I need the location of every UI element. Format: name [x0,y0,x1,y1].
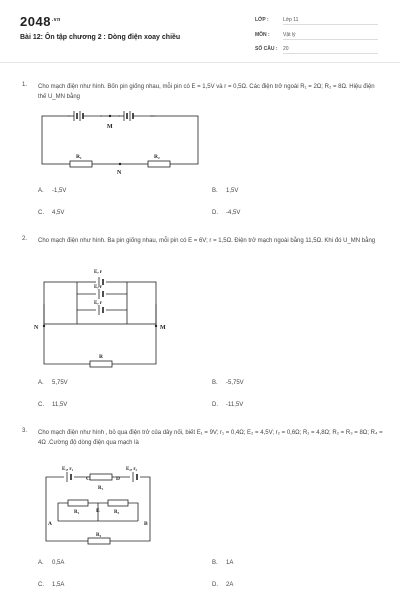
option-letter: C. [38,210,44,216]
q2-node-n [43,325,45,327]
q3-resistor-r4 [88,538,110,544]
q2-label-n: N [34,325,39,331]
count-value: 20 [283,46,378,54]
option-value: 0,5A [52,560,65,566]
q3-battery-e2 [130,472,140,482]
q1-node-m [109,115,111,117]
option-value: -1,5V [52,188,67,194]
question-1-circuit [30,108,210,178]
q2-option-d[interactable] [212,402,243,408]
option-value: -4,5V [226,210,241,216]
q3-resistor-r3 [108,500,128,506]
q3-label-e2: E₂, r₂ [126,467,138,472]
q1-outer-wire [42,116,198,164]
q1-label-r1: R₁ [76,154,82,160]
q3-resistor-r2 [68,500,88,506]
q3-label-b: B [144,521,148,527]
subject-value: Vật lý [283,32,378,40]
q1-node-n [119,163,121,165]
option-letter: B. [212,188,218,194]
option-letter: D. [212,402,218,408]
option-letter: A. [38,560,44,566]
q1-resistor-r1 [70,161,92,167]
option-value: 11,5V [52,402,68,408]
q3-label-r4: R₄ [96,533,102,538]
q3-label-r2: R₂ [74,510,80,515]
q2-cell-3 [96,305,106,315]
option-value: 4,5V [52,210,65,216]
question-2-text: Cho mạch điện như hình. Ba pin giống nhau, mỗi pin có E = 6V; r = 1,5Ω. Điện trở mạch ngoài bằng 11,5Ω. Khi đó U_MN bằng [38,238,376,244]
option-value: 5,75V [52,380,68,386]
q1-battery-group-left [68,111,102,121]
q1-option-a[interactable] [38,188,66,194]
q2-label-e2: E, r [94,285,103,290]
q3-resistor-r1 [90,474,112,480]
question-3-circuit [38,463,168,549]
page-title: Bài 12: Ôn tập chương 2 : Dòng điện xoay chiều [20,34,181,41]
subject-label: MÔN : [255,32,270,38]
option-value: 2A [226,582,234,588]
option-letter: C. [38,402,44,408]
option-letter: D. [212,582,218,588]
q1-option-d[interactable] [212,210,240,216]
q2-option-b[interactable] [212,380,244,386]
option-value: -11,5V [226,402,244,408]
q1-label-m: M [107,124,113,130]
q1-resistor-r2 [148,161,170,167]
header-divider [0,62,400,63]
q2-label-r: R [99,354,103,360]
q1-option-c[interactable] [38,210,64,216]
q1-option-b[interactable] [212,188,238,194]
question-1-text: Cho mạch điện như hình. Bốn pin giống nhau, mỗi pin có E = 1,5V và r = 0,5Ω. Các điện trở ngoài R₁ = 2Ω; R₂ = 8Ω. Hiệu điện thế U_MN bằng [38,84,375,100]
option-value: -5,75V [226,380,244,386]
q2-option-a[interactable] [38,380,68,386]
option-letter: A. [38,188,44,194]
q1-label-n: N [117,170,122,176]
q2-label-m: M [160,325,166,331]
q3-label-e: E [96,508,100,514]
class-label: LỚP : [255,17,269,23]
q3-option-c[interactable] [38,582,64,588]
header [0,0,400,62]
option-letter: B. [212,560,218,566]
question-3-number: 3. [22,428,28,434]
q3-battery-e1 [64,472,74,482]
option-value: 1A [226,560,234,566]
option-letter: A. [38,380,44,386]
q3-option-d[interactable] [212,582,233,588]
option-value: 1,5A [52,582,65,588]
q2-cell-2 [96,289,106,299]
question-3-text: Cho mạch điện như hình , bỏ qua điện trở của dây nối, biết E₁ = 9V; r₁ = 0,4Ω; E₂ = 4,5V; r₂ = 0,6Ω; R₁ = 4,8Ω; R₂ = R₃ = 8Ω; R₄ = 4Ω .Cường độ dòng điện qua mạch là [38,430,383,446]
q3-label-r3: R₃ [114,510,120,515]
question-1-number: 1. [22,82,28,88]
q3-label-c: C [86,476,90,482]
q3-label-d: D [116,476,120,482]
q2-label-e3: E, r [94,301,103,306]
q3-label-e1: E₁, r₁ [62,467,74,472]
logo-suffix: .vn [51,16,61,23]
q2-label-e1: E, r [94,270,103,275]
q1-battery-group-right [118,111,155,121]
count-label: SỐ CÂU : [255,46,278,52]
q2-option-c[interactable] [38,402,67,408]
option-letter: B. [212,380,218,386]
option-value: 1,5V [226,188,239,194]
q3-label-a: A [48,521,52,527]
q3-label-r1: R₁ [98,486,104,491]
site-logo[interactable] [20,14,61,29]
option-letter: C. [38,582,44,588]
question-2-number: 2. [22,236,28,242]
logo-text: 2048 [20,14,51,29]
q3-option-b[interactable] [212,560,233,566]
option-letter: D. [212,210,218,216]
class-value: Lớp 11 [283,17,378,25]
q3-option-a[interactable] [38,560,64,566]
q2-node-m [155,325,157,327]
question-2-circuit [32,264,172,376]
q2-resistor-r [90,361,112,367]
q1-label-r2: R₂ [154,154,160,160]
